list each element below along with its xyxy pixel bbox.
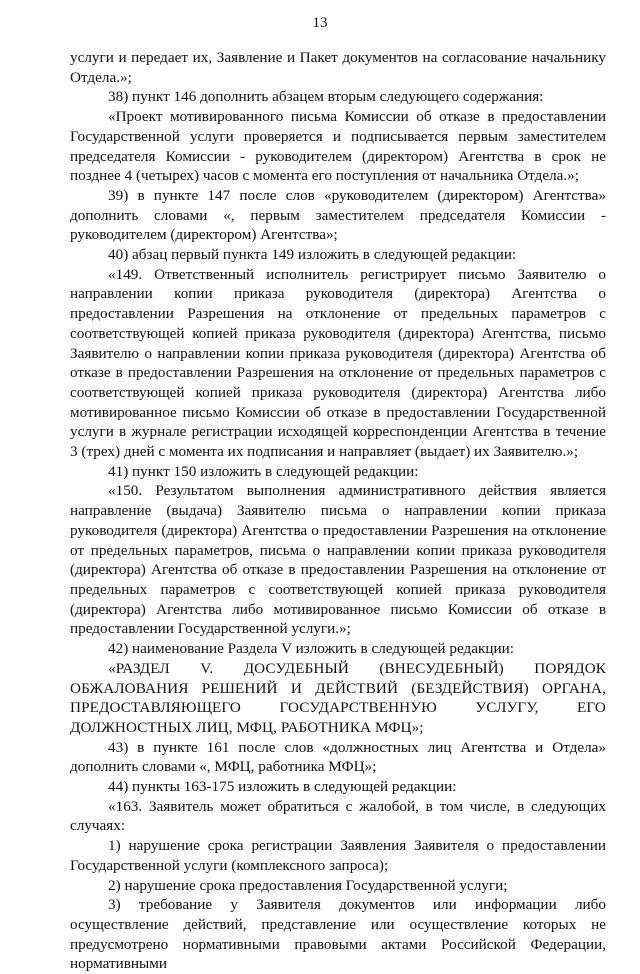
paragraph-quote-146: «Проект мотивированного письма Комиссии об отказе в предоставлении Государственной услуги проверяется и подписывается первым заместителем председателя Комиссии - руководителем (директором) Агентства в срок не позднее 4 (четырех) часов с момента его поступления от начальника Отдела.»; bbox=[70, 108, 606, 185]
paragraph-subitem-3: 3) требование у Заявителя документов или информации либо осуществление действий, представление или осуществление которых не предусмотрено нормативными правовыми актами Российской Федерации, нормативными bbox=[70, 896, 606, 973]
paragraph-item-40: 40) абзац первый пункта 149 изложить в следующей редакции: bbox=[108, 246, 517, 264]
paragraph-quote-150: «150. Результатом выполнения административного действия является направление (выдача) Заявителю письма о направлении копии приказа руководителя (директора) Агентства о предоставлении Разрешения на отклонение от предельных параметров, письма о направлении копии приказа руководителя (директора) Агентства об отказе в предоставлении Разрешения на отклонение от предельных параметров с соответствующей копией приказа руководителя (директора) Агентства либо мотивированное письмо Комиссии об отказе в предоставлении Государственной услуги.»; bbox=[70, 482, 606, 638]
paragraph-quote-163: «163. Заявитель может обратиться с жалобой, в том числе, в следующих случаях: bbox=[70, 797, 606, 835]
paragraph-subitem-1: 1) нарушение срока регистрации Заявления Заявителя о предоставлении Государственной услуги (комплексного запроса); bbox=[70, 837, 606, 874]
paragraph-continuation: услуги и передает их, Заявление и Пакет документов на согласование начальнику Отдела.»; bbox=[70, 49, 606, 86]
paragraph-item-39: 39) в пункте 147 после слов «руководителем (директором) Агентства» дополнить словами «, первым заместителем председателя Комиссии - руководителем (директором) Агентства»; bbox=[70, 186, 606, 244]
paragraph-quote-149: «149. Ответственный исполнитель регистрирует письмо Заявителю о направлении копии приказа руководителя (директора) Агентства о предоставлении Разрешения на отклонение от предельных параметров с соответствующей копией приказа руководителя (директора) Агентства, письмо Заявителю о направлении копии приказа руководителя (директора) Агентства об отказе в предоставлении Разрешения на отклонение от предельных параметров с соответствующей копией приказа руководителя (директора) Агентства либо мотивированное письмо Комиссии об отказе в предоставлении Государственной услуги в журнале регистрации исходящей корреспонденции Агентства в течение 3 (трех) дней с момента их подписания и направляет (выдает) их Заявителю.»; bbox=[70, 265, 606, 461]
paragraph-item-44: 44) пункты 163-175 изложить в следующей редакции: bbox=[108, 778, 457, 796]
paragraph-item-42: 42) наименование Раздела V изложить в следующей редакции: bbox=[108, 640, 514, 658]
paragraph-subitem-2: 2) нарушение срока предоставления Государственной услуги; bbox=[108, 876, 508, 894]
paragraph-section-v-title: «РАЗДЕЛ V. ДОСУДЕБНЫЙ (ВНЕСУДЕБНЫЙ) ПОРЯДОК ОБЖАЛОВАНИЯ РЕШЕНИЙ И ДЕЙСТВИЙ (БЕЗДЕЙСТВИЯ) ОРГАНА, ПРЕДОСТАВЛЯЮЩЕГО ГОСУДАРСТВЕННУЮ УСЛУГУ, ЕГО ДОЛЖНОСТНЫХ ЛИЦ, МФЦ, РАБОТНИКА МФЦ»; bbox=[70, 659, 606, 736]
page-number: 13 bbox=[312, 15, 328, 31]
document-body bbox=[70, 48, 606, 974]
paragraph-item-43: 43) в пункте 161 после слов «должностных лиц Агентства и Отдела» дополнить словами «, МФЦ, работника МФЦ»; bbox=[70, 738, 606, 776]
paragraph-item-38: 38) пункт 146 дополнить абзацем вторым следующего содержания: bbox=[108, 88, 544, 106]
paragraph-item-41: 41) пункт 150 изложить в следующей редакции: bbox=[108, 462, 419, 480]
